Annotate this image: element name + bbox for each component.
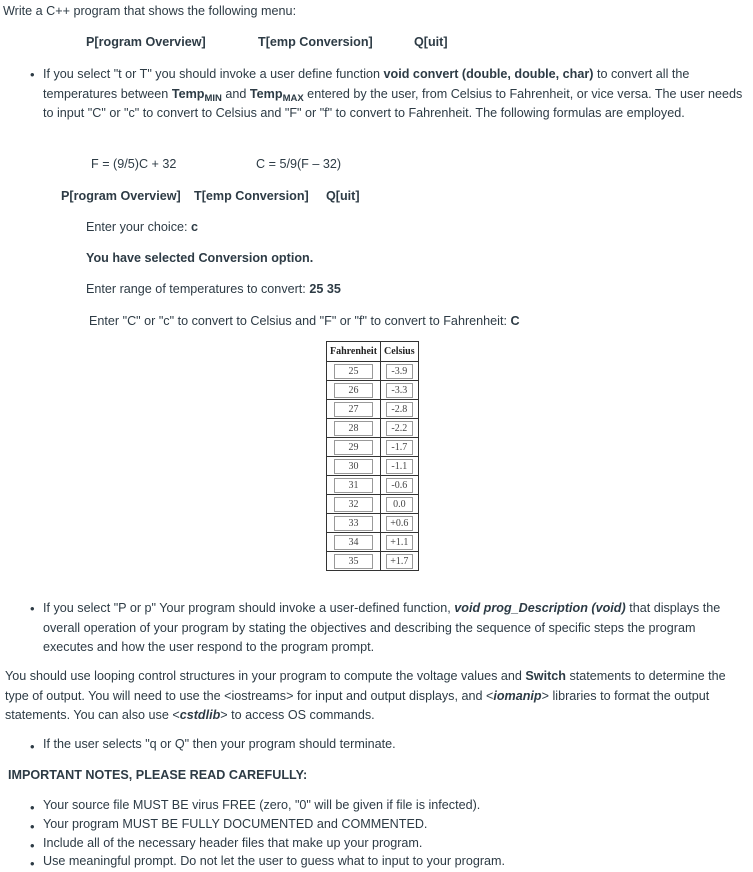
intro-text: Write a C++ program that shows the following menu:: [3, 4, 297, 18]
table-row: [327, 495, 419, 514]
sample-range-line: Enter range of temperatures to convert: 25 35: [86, 282, 341, 296]
bullet-marker: •: [30, 856, 35, 871]
bullet-marker: •: [30, 819, 35, 834]
table-cell-value: 31: [334, 478, 373, 493]
formula-fahrenheit: F = (9/5)C + 32: [91, 157, 177, 171]
table-cell-value: 34: [334, 535, 373, 550]
table-cell-value: -2.2: [386, 421, 414, 436]
table-row: [327, 552, 419, 571]
table-cell-value: +0.6: [386, 516, 414, 531]
bullet-marker: •: [30, 800, 35, 815]
bullet-marker: •: [30, 739, 35, 754]
table-row: [327, 457, 419, 476]
table-cell-value: -2.8: [386, 402, 414, 417]
celsius-cell: [381, 419, 419, 438]
note-item: Include all of the necessary header files that make up your program.: [43, 836, 423, 850]
celsius-cell: [381, 533, 419, 552]
celsius-cell: [381, 495, 419, 514]
table-cell-value: 26: [334, 383, 373, 398]
fahrenheit-cell: [327, 476, 381, 495]
table-header-celsius: Celsius: [381, 342, 419, 362]
table-header-row: [327, 342, 419, 362]
celsius-cell: [381, 362, 419, 381]
table-cell-value: +1.7: [386, 554, 414, 569]
note-item: Use meaningful prompt. Do not let the user to guess what to input to your program.: [43, 854, 506, 868]
fahrenheit-cell: [327, 381, 381, 400]
note-item: Your program MUST BE FULLY DOCUMENTED and COMMENTED.: [43, 817, 428, 831]
table-row: [327, 362, 419, 381]
celsius-cell: [381, 438, 419, 457]
table-cell-value: 35: [334, 554, 373, 569]
fahrenheit-cell: [327, 552, 381, 571]
table-row: [327, 400, 419, 419]
celsius-cell: [381, 381, 419, 400]
fahrenheit-cell: [327, 419, 381, 438]
bullet-temp-conversion: If you select "t or T" you should invoke a user define function void convert (double, double, char) to convert all the temperatures between Temp$_{MIN}$ and Temp$_{MAX}$ entered by the user, from Celsius to Fahrenheit, or vice versa. The user needs to input "C" or "c" to convert to Celsius and "F" or "f" to convert to Fahrenheit. The following formulas are employed.: [43, 67, 743, 121]
menu-program-overview: P[rogram Overview]: [86, 35, 206, 49]
fahrenheit-cell: [327, 400, 381, 419]
table-cell-value: -3.3: [386, 383, 414, 398]
fahrenheit-cell: [327, 495, 381, 514]
celsius-cell: [381, 400, 419, 419]
looping-paragraph: You should use looping control structures in your program to compute the voltage values and Switch statements to determine the type of output. You will need to use the <iostreams> for input and output displays, and <iomanip> libraries to format the output statements. You can also use <cstdlib> to access OS commands.: [5, 669, 726, 723]
celsius-cell: [381, 552, 419, 571]
table-cell-value: 28: [334, 421, 373, 436]
bullet-marker: •: [30, 67, 35, 82]
celsius-cell: [381, 457, 419, 476]
table-row: [327, 438, 419, 457]
table-row: [327, 476, 419, 495]
table-cell-value: +1.1: [386, 535, 414, 550]
table-header-fahrenheit: Fahrenheit: [327, 342, 381, 362]
menu-temp-conversion: T[emp Conversion]: [258, 35, 373, 49]
menu-quit: Q[uit]: [414, 35, 448, 49]
sample-menu-overview: P[rogram Overview]: [61, 189, 181, 203]
bullet-marker: •: [30, 838, 35, 853]
table-row: [327, 514, 419, 533]
bullet-quit: If the user selects "q or Q" then your program should terminate.: [43, 737, 396, 751]
bullet-program-overview: If you select "P or p" Your program should invoke a user-defined function, void prog_Description (void) that displays the overall operation of your program by stating the objectives and describing the sequence of specific steps the program executes and how the user respond to the program prompt.: [43, 601, 721, 655]
bullet-marker: •: [30, 601, 35, 616]
table-cell-value: 25: [334, 364, 373, 379]
sample-choice-line: Enter your choice: c: [86, 220, 199, 234]
table-cell-value: 27: [334, 402, 373, 417]
sample-convert-line: Enter "C" or "c" to convert to Celsius and "F" or "f" to convert to Fahrenheit: C: [89, 314, 520, 328]
table-cell-value: -3.9: [386, 364, 414, 379]
table-row: [327, 381, 419, 400]
celsius-cell: [381, 514, 419, 533]
fahrenheit-cell: [327, 457, 381, 476]
celsius-cell: [381, 476, 419, 495]
table-cell-value: 32: [334, 497, 373, 512]
table-cell-value: 30: [334, 459, 373, 474]
table-cell-value: -1.7: [386, 440, 414, 455]
fahrenheit-cell: [327, 514, 381, 533]
conversion-table: [326, 341, 419, 571]
table-cell-value: 29: [334, 440, 373, 455]
table-row: [327, 533, 419, 552]
note-item: Your source file MUST BE virus FREE (zero, "0" will be given if file is infected).: [43, 798, 481, 812]
table-row: [327, 419, 419, 438]
fahrenheit-cell: [327, 362, 381, 381]
formula-celsius: C = 5/9(F – 32): [256, 157, 342, 171]
sample-menu-temp: T[emp Conversion]: [194, 189, 309, 203]
sample-menu-quit: Q[uit]: [326, 189, 360, 203]
table-cell-value: -0.6: [386, 478, 414, 493]
sample-selected-line: You have selected Conversion option.: [86, 251, 314, 265]
table-cell-value: -1.1: [386, 459, 414, 474]
table-cell-value: 33: [334, 516, 373, 531]
table-cell-value: 0.0: [386, 497, 414, 512]
important-notes-heading: IMPORTANT NOTES, PLEASE READ CAREFULLY:: [8, 768, 308, 782]
fahrenheit-cell: [327, 438, 381, 457]
fahrenheit-cell: [327, 533, 381, 552]
